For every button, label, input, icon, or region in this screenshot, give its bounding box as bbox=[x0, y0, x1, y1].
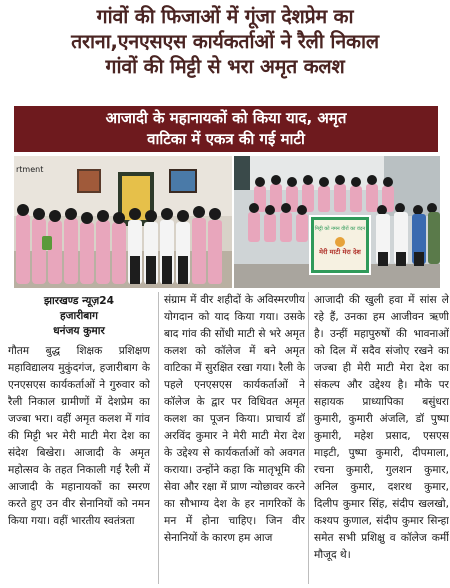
photo-right-banner-line: मिट्टी को नमन वीरों का वंदन bbox=[314, 226, 366, 232]
byline-place: हजारीबाग bbox=[59, 310, 99, 322]
article-text-column-3: आजादी की खुली हवा में सांस ले रहे हैं, उनका हम आजीवन ऋणी है। उन्हीं महापुरुषों की भावनाओं को दिल में सदैव संजोए रखने का जज्बा ही मेरी माटी मेरा देश का संकल्प और उद्देश्य है। मौके पर सहायक प्राध्यापिका बसुंधरा कुमारी, कुमारी अंजलि, डॉ पुष्पा कुमारी, महेश प्रसाद, एसएस माइटी, पुष्पा कुमारी, दीपमाला, रचना कुमारी, गुलशन कुमार, अनिल कुमार, दशरथ कुमार, दिलीप कुमार सिंह, संदीप खलखो, कश्यप कुणाल, संदीप कुमार सिन्हा समेत सभी प्रशिक्षु व कॉलेज कर्मी मौजूद थे। bbox=[314, 294, 449, 561]
headline-line-3: गांवों की मिट्टी से भरा अमृत कलश bbox=[105, 55, 345, 78]
headline-line-1: गांवों की फिजाओं में गूंजा देशप्रेम का bbox=[96, 5, 354, 28]
headline bbox=[8, 4, 442, 79]
subheadline-banner bbox=[14, 106, 438, 152]
byline-reporter: धनंजय कुमार bbox=[53, 325, 105, 337]
article-text-column-2: संग्राम में वीर शहीदों के अविस्मरणीय योगदान को याद किया गया। उसके बाद गांव की सोंधी माटी से भरे अमृत कलश को कॉलेज में बने अमृत वाटिका में सुरक्षित रखा गया। रैली के पहले एनएसएस कार्यकर्ताओं ने कॉलेज के द्वार पर विधिवत अमृत कलश का पूजन किया। प्राचार्य डॉ अरविंद कुमार ने मेरी माटी मेरा देश के उद्देश्य से कार्यकर्ताओं को अवगत कराया। उन्होंने कहा कि मातृभूमि की सेवा और रक्षा में प्राण न्योछावर करने का सौभाग्य देश के हर नागरिकों के मन में होना चाहिए। जिन वीर सेनानियों के कारण हम आज bbox=[164, 294, 305, 544]
article-column-2 bbox=[158, 292, 305, 584]
photo-right-banner-title: मेरी माटी मेरा देश bbox=[319, 248, 361, 256]
article-text-column-1: गौतम बुद्ध शिक्षक प्रशिक्षण महाविद्यालय मुकुंदगंज, हजारीबाग के एनएसएस कार्यकर्ताओं ने गुरुवार को रैली निकाल ग्रामीणों में देशप्रेम का जज्बा भरा। वहीं अमृत कलश में गांव की मिट्टी भर मेरी माटी मेरा देश का संदेश बिखेरा। आजादी के अमृत महोत्सव के तहत निकाली गई रैली में आजादी के महानायकों का स्मरण करते हुए उन वीर सेनानियों को नमन किया गया। वहीं भारतीय स्वतंत्रता bbox=[8, 345, 150, 527]
article-column-3 bbox=[308, 292, 449, 584]
subheadline-line-1: आजादी के महानायकों को किया याद, अमृत bbox=[105, 109, 347, 127]
headline-line-2: तराना,एनएसएस कार्यकर्ताओं ने रैली निकाल bbox=[71, 30, 379, 53]
photo-students-group-indoor bbox=[14, 156, 232, 288]
article-column-1 bbox=[8, 292, 150, 584]
photo-left-illustration bbox=[14, 156, 232, 288]
photo-students-with-banner bbox=[234, 156, 440, 288]
photo-left-sign-text: rtment bbox=[16, 165, 44, 174]
photo-right-illustration bbox=[234, 156, 440, 288]
byline-source: झारखण्ड न्यूज़24 bbox=[43, 295, 114, 307]
subheadline-line-2: वाटिका में एकत्र की गई माटी bbox=[147, 130, 305, 148]
